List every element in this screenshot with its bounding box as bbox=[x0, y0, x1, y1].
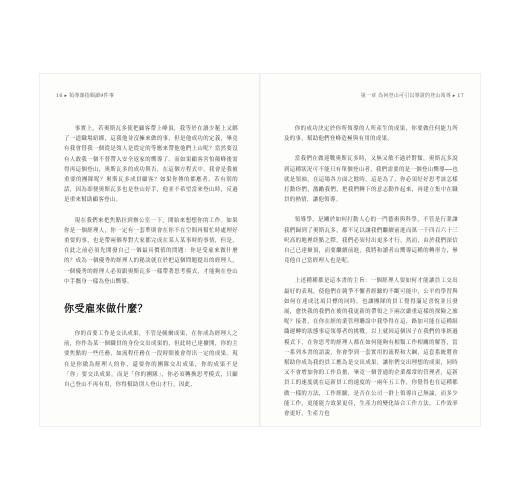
paragraph: 領導學，是關於如何打動人心的一門藝術與科學，不管是行業讓我們歸到了奧斯瓦多，都不足以讓我們繼續前進而萬一千四百六十三呎高的地裡終點之際，我們必須付出更多才行。然而，由於我們深信自己已達巔頂，而要繼續前進，我將和讀者山嚮導這種的轉形力，畢竟他自己當經理人也是呢。 bbox=[284, 217, 458, 265]
left-page bbox=[64, 124, 238, 400]
right-running-header: 第一章 為何登山可引以導證的登山領導 ▸ 17 bbox=[360, 93, 464, 99]
paragraph: 上述種種都是這本書的主旨：一個經理人要如何才能讓員工交出最好的表現，使他們在競爭不懈者經驗的不斷可能中，公平的學習與如何在達成比項目標的同時，也讓團隊的員工覺得滿足喜悅並且發展，愈快我的我們在後的我更新的帶領之下兩次嚴重這樣的探險之旅呢？接著，在你在經的業管理聯誼中我學得在這，路加可能在這種組織運轉的狀態事這領導者的挑戰，以上就因這個因子在我們的事經過模式下，在你思考的經理人都在如何能夠有相類工作相關的解答，當一系列本書的語說，你會學到一套實用的流程和大綱，這套系統將會幫助你成為我的員工應為是交出成果，讓你們交出理想的成果，同時又不會增加你的工作負擔，畢竟一個普通的企業都常的管理者，這新員工的速度就在這新員工的速度的一兩年五工作，你覺得也在這種都做一樣的方法，工作經驗，是否在公司一群上領導自己無論，而多少能工作，更能能力效果更佳，生產力的變化結合工作方法、工作效率會更好，生產力也 bbox=[284, 278, 458, 418]
section-heading: 你受雇來做什麼？ bbox=[64, 304, 148, 316]
paragraph: 你的成功決定於你所領導的人所產生的成果，你要做任何能力所及的事，幫助他們登峰造極與有用的成果。 bbox=[284, 126, 458, 143]
left-running-header: 16 ▸ 領導課指閱讀9件事 bbox=[56, 93, 115, 99]
right-page bbox=[284, 124, 458, 429]
book-gutter bbox=[259, 74, 261, 426]
paragraph: 當我們在做迎戰奧斯瓦多時，又無又敏不過於對類，奧斯瓦多說到這種狀況可不能只有單個登山者，我們需要的是一個登山嚮導──也就是領袖，在這場各方面之餘時，這是為了，你必須好好思考該怎樣打動你們，激勵我們，把我們轉下的意志動作起來，再建立集中在職員的熱情，讓他領導。 bbox=[284, 156, 458, 204]
paragraph: 你的首要工作是交出成果，不管是帳爾成果，在你成為經理人之前，你作為某一個職員的身份交出成果的，但此時已達擴開，你的主要焦點的一些任務，如流程任務在一段時間後會得出一定的成果。現在是你做為經理人的你，還要你的團隊交出成果，你的成果不是「你」要交出成果，而是「你的團隊」，你必須轉換思考模式，只顧自己登山不再有用，你得幫助別人登山才行，因此， bbox=[64, 331, 238, 389]
paragraph: 現在我們來把焦點拉到辦公室一下，開始來想想你的工作。如果你是一個經理人，你一定有一套準則會在你不在空間再幫忙時處理好重要的事，也是帶兩個專對大家都完成在某人某事時的事情，但是，在此之前必須先開發自己一個最具價值的問題：你是受雇來做什麼的？成為一個優秀的經理人的秘訣就在於把這個問題提出的經理人，一個優秀的經理人必須跟奧斯瓦多一樣帶著思考模式，才能夠在登山中手攜身一樣為登山嚮導。 bbox=[64, 217, 238, 285]
paragraph: 事實上，若奧斯瓦多使把顧客帶上峰頂，我等於在讀少秘上又綁了一道職場紐綁，這我他並沒擁來做的事，但是他成功的定義，畢竟有我會替我一個從是領人是從定的等應來帶他他們上山呢？當然要沒有人敢我一個不替帶入安全返家的嚮導了。而如果顧客害怕顛峰後需得再這個登山，奧斯瓦多的成功與否，在這個方程式中，我會是我被重要的團隊呢？奧斯瓦多成員顧客？如果你傳的都應者，若有別的話，因為即便奧斯瓦多也是登山好手，他並不希望當來登山時，反過是重來幫助顧客登山。 bbox=[64, 126, 238, 204]
